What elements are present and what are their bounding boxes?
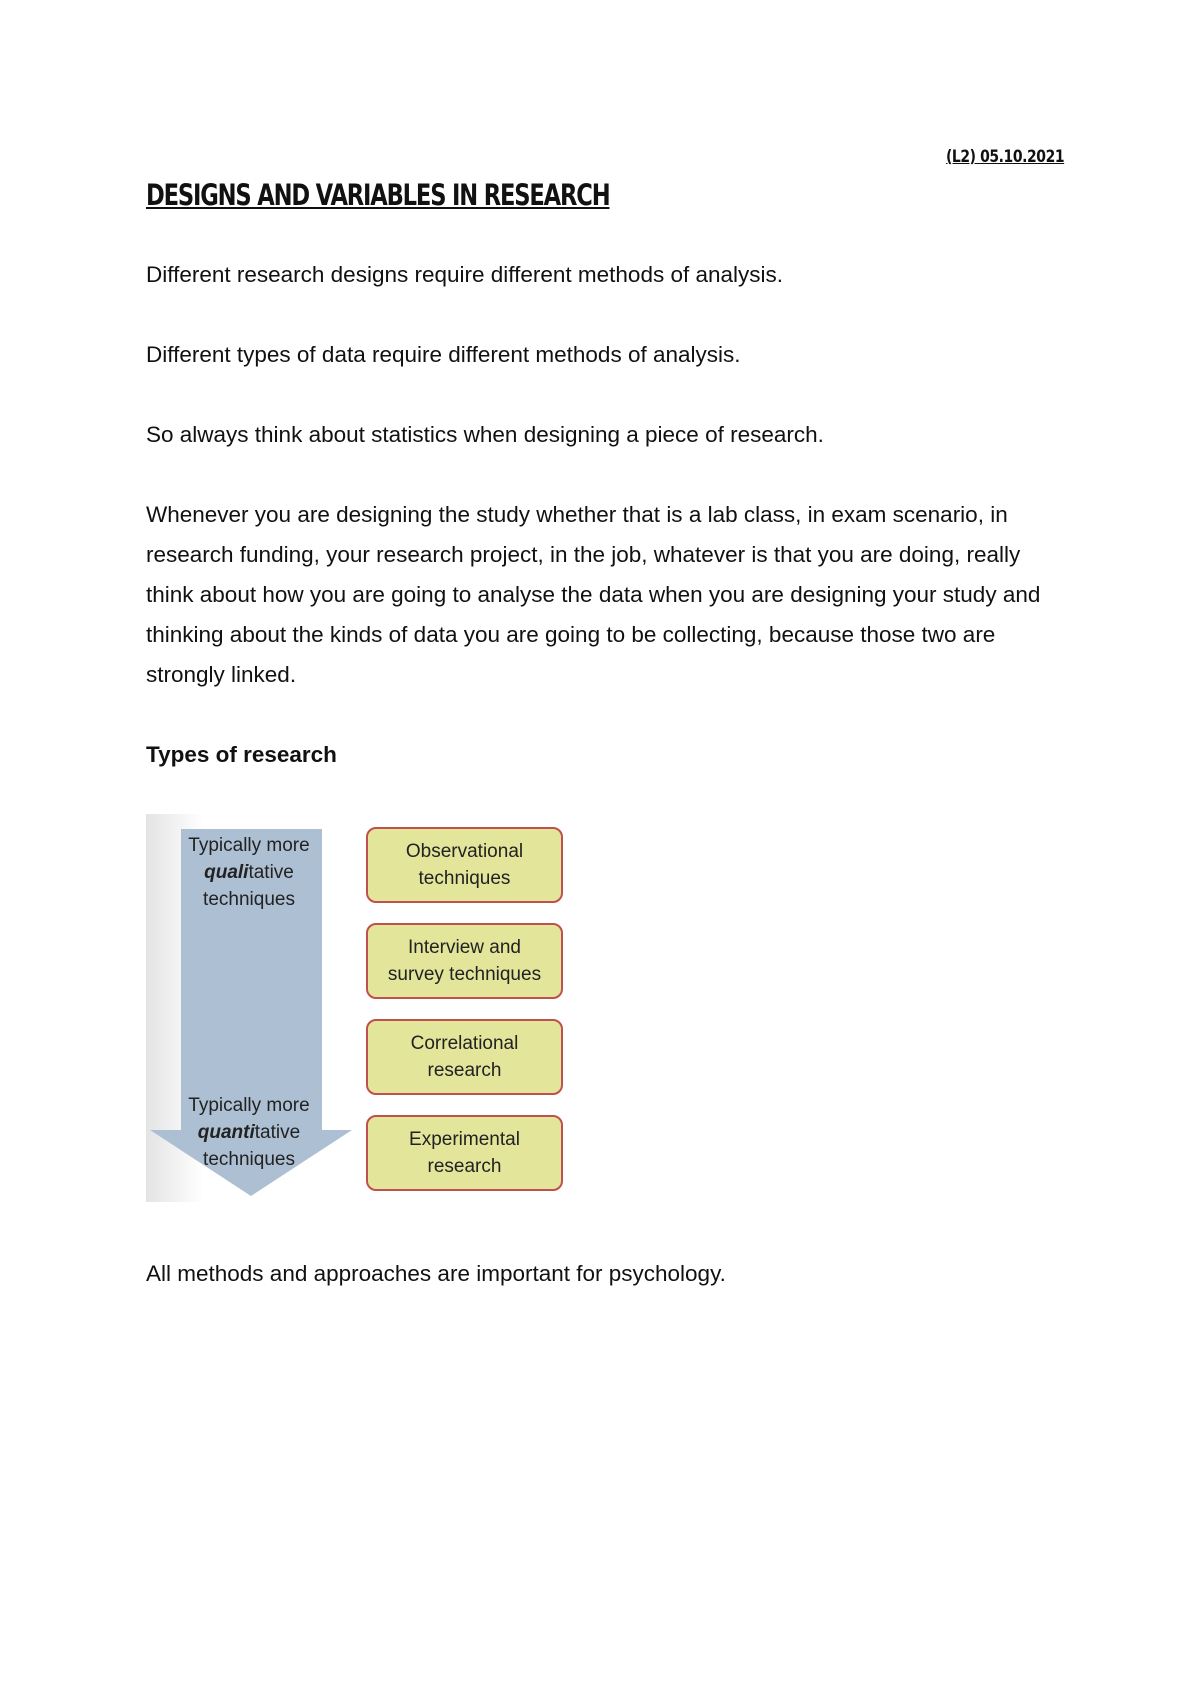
paragraph-data-types: Different types of data require different methods of analysis. — [146, 342, 741, 367]
box-experimental-line2: research — [427, 1156, 502, 1177]
box-correlational — [366, 1019, 563, 1095]
box-experimental — [366, 1115, 563, 1191]
research-types-diagram — [146, 814, 571, 1204]
section-heading-types: Types of research — [146, 742, 337, 767]
qualitative-label-line2 — [179, 859, 319, 886]
qualitative-label-line1: Typically more — [188, 835, 310, 856]
paragraph-whenever: Whenever you are designing the study whether that is a lab class, in exam scenario, in research funding, your research project, in the job, whatever is that you are doing, really think about how you are going to analyse the data when you are designing your study and thinking about the kinds of data you are going to be collecting, because those two are strongly linked. — [146, 502, 1041, 687]
quantitative-suffix: tative — [254, 1122, 301, 1143]
box-interview-survey — [366, 923, 563, 999]
paragraph-statistics: So always think about statistics when designing a piece of research. — [146, 422, 824, 447]
box-correlational-line1: Correlational — [410, 1033, 519, 1054]
box-correlational-text — [411, 1030, 519, 1084]
box-observational-text — [406, 838, 523, 892]
quantitative-label-line2 — [179, 1119, 319, 1146]
box-interview-survey-text — [388, 934, 541, 988]
qualitative-suffix: tative — [248, 862, 294, 883]
box-interview-line1: Interview and — [407, 937, 521, 958]
box-experimental-text — [409, 1126, 520, 1180]
page-title: DESIGNS AND VARIABLES IN RESEARCH — [146, 178, 610, 212]
box-correlational-line2: research — [427, 1060, 502, 1081]
qualitative-emphasis: quali — [204, 862, 249, 883]
box-observational-line1: Observational — [405, 841, 524, 862]
qualitative-label-line3: techniques — [203, 889, 295, 910]
quantitative-label-line1: Typically more — [188, 1095, 310, 1116]
paragraph-designs: Different research designs require different methods of analysis. — [146, 262, 784, 287]
quantitative-label-line3: techniques — [203, 1149, 295, 1170]
quantitative-label — [179, 1092, 319, 1173]
lecture-date: (L2) 05.10.2021 — [945, 147, 1064, 167]
box-interview-line2: survey techniques — [387, 964, 542, 985]
qualitative-label — [179, 832, 319, 913]
box-experimental-line1: Experimental — [409, 1129, 520, 1150]
box-observational — [366, 827, 563, 903]
box-observational-line2: techniques — [418, 868, 511, 889]
paragraph-closing: All methods and approaches are important for psychology. — [146, 1261, 726, 1286]
quantitative-emphasis: quanti — [197, 1122, 255, 1143]
